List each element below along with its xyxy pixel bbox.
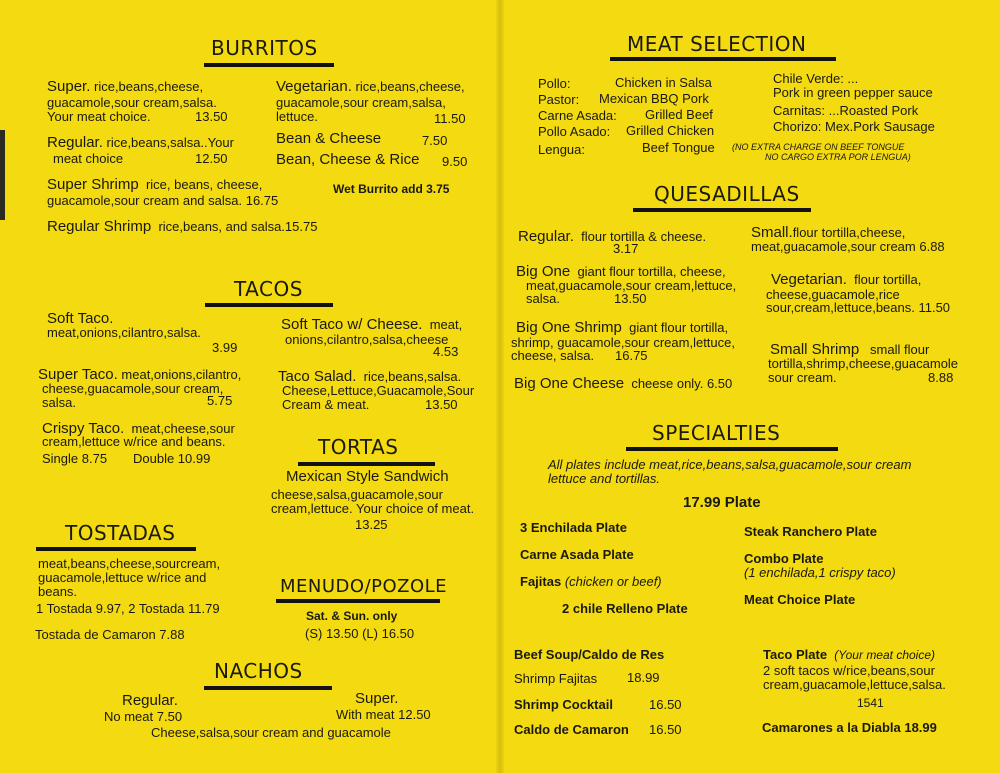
taco-super-price: 5.75 — [207, 393, 233, 408]
special-shrimp-cocktail: Shrimp Cocktail — [514, 697, 613, 712]
taco-crispy-desc1: meat,cheese,sour — [131, 421, 235, 436]
meat-lengua: Lengua: — [538, 142, 585, 157]
menudo-prices: (S) 13.50 (L) 16.50 — [305, 626, 415, 641]
quesadilla-veg — [771, 273, 921, 287]
nachos-underline — [204, 686, 332, 690]
tostadas-heading: TOSTADAS — [65, 521, 176, 545]
taco-softcheese-name: Soft Taco w/ Cheese. — [281, 316, 423, 333]
torta-name: Mexican Style Sandwich — [286, 468, 449, 485]
taco-super — [38, 368, 241, 382]
meat-lengua-desc: Beef Tongue — [642, 140, 715, 155]
burrito-super-desc3: Your meat choice. — [47, 109, 151, 124]
special-steak: Steak Ranchero Plate — [744, 524, 877, 539]
meat-heading: MEAT SELECTION — [627, 32, 807, 56]
quesadillas-underline — [633, 208, 811, 212]
quesadilla-bigshrimp-name: Big One Shrimp — [516, 319, 622, 336]
nachos-super-price: With meat 12.50 — [336, 707, 431, 722]
nachos-regular: Regular. — [122, 692, 178, 709]
taco-softcheese-desc1: meat, — [429, 317, 463, 332]
nachos-heading: NACHOS — [214, 659, 303, 683]
special-carne-asada: Carne Asada Plate — [520, 547, 634, 562]
quesadillas-heading: QUESADILLAS — [654, 182, 800, 206]
tostada-desc1: meat,beans,cheese,sourcream, — [38, 556, 221, 571]
burrito-bean-cheese: Bean & Cheese — [276, 130, 382, 147]
taco-softcheese-desc2: onions,cilantro,salsa,cheese — [285, 332, 449, 347]
page-edge — [0, 130, 5, 220]
meat-pollo-asado-desc: Grilled Chicken — [626, 123, 715, 138]
tostada-prices: 1 Tostada 9.97, 2 Tostada 11.79 — [36, 601, 220, 616]
burrito-bean-cheese-price: 7.50 — [422, 133, 448, 148]
nachos-desc: Cheese,salsa,sour cream and guacamole — [151, 725, 391, 740]
quesadilla-bigshrimp-desc2: shrimp, guacamole,sour cream,lettuce, — [511, 335, 735, 350]
taco-crispy-single: Single 8.75 — [42, 451, 108, 466]
burrito-regular-name: Regular. — [47, 134, 103, 151]
special-beef-soup: Beef Soup/Caldo de Res — [514, 647, 665, 662]
tortas-underline — [298, 462, 435, 466]
quesadilla-small-name: Small. — [751, 224, 793, 241]
taco-crispy-desc2: cream,lettuce w/rice and beans. — [42, 434, 226, 449]
taco-super-desc2: cheese,guacamole,sour cream, — [42, 381, 224, 396]
wet-burrito-note: Wet Burrito add 3.75 — [333, 182, 450, 196]
burrito-veg — [276, 80, 465, 94]
special-taco-plate-name: Taco Plate — [763, 647, 828, 662]
tostadas-underline — [36, 547, 196, 551]
specialties-heading: SPECIALTIES — [652, 421, 781, 445]
tacos-heading: TACOS — [234, 277, 303, 301]
quesadilla-smallshrimp-desc2: tortilla,shrimp,cheese,guacamole — [768, 356, 959, 371]
meat-carne-asada-desc: Grilled Beef — [645, 107, 713, 122]
torta-desc1: cheese,salsa,guacamole,sour — [271, 487, 443, 502]
quesadilla-bigone-price: 13.50 — [614, 291, 647, 306]
taco-super-desc3: salsa. — [42, 395, 76, 410]
quesadilla-veg-desc2: cheese,guacamole,rice — [766, 287, 900, 302]
meat-pollo-asado: Pollo Asado: — [538, 124, 611, 139]
taco-crispy-double: Double 10.99 — [133, 451, 211, 466]
specialties-plate-price: 17.99 Plate — [683, 494, 761, 511]
burrito-regular-desc2: meat choice — [53, 151, 124, 166]
burrito-regular-price: 12.50 — [195, 151, 228, 166]
meat-pastor: Pastor: — [538, 92, 580, 107]
meat-pastor-desc: Mexican BBQ Pork — [599, 91, 709, 106]
quesadilla-small-desc2: meat,guacamole,sour cream 6.88 — [751, 239, 945, 254]
quesadilla-bigshrimp-desc3: cheese, salsa. — [511, 348, 595, 363]
meat-pollo: Pollo: — [538, 76, 571, 91]
quesadilla-bigone-name: Big One — [516, 263, 571, 280]
page-fold — [496, 0, 504, 773]
meat-carnitas: Carnitas: ...Roasted Pork — [773, 103, 919, 118]
burrito-super-shrimp — [47, 178, 262, 192]
quesadilla-smallshrimp-price: 8.88 — [928, 370, 954, 385]
quesadilla-bigshrimp-price: 16.75 — [615, 348, 648, 363]
meat-note2: NO CARGO EXTRA POR LENGUA) — [765, 152, 911, 162]
nachos-super: Super. — [355, 690, 399, 707]
taco-super-name: Super Taco. — [38, 366, 118, 383]
burrito-veg-price: 11.50 — [434, 111, 466, 126]
special-meat-choice: Meat Choice Plate — [744, 592, 856, 607]
burrito-veg-desc2: guacamole,sour cream,salsa, — [276, 95, 446, 110]
special-taco-plate-desc1: 2 soft tacos w/rice,beans,sour — [763, 663, 935, 678]
burrito-super-name: Super. — [47, 78, 91, 95]
quesadilla-bigone — [516, 265, 726, 279]
special-taco-plate — [763, 648, 935, 662]
quesadilla-veg-desc3: sour,cream,lettuce,beans. 11.50 — [766, 300, 951, 315]
burrito-regular-shrimp-name: Regular Shrimp — [47, 218, 152, 235]
quesadilla-bigcheese-name: Big One Cheese — [514, 375, 625, 392]
quesadilla-veg-name: Vegetarian. — [771, 271, 847, 288]
taco-softcheese-price: 4.53 — [433, 344, 459, 359]
torta-desc2: cream,lettuce. Your choice of meat. — [271, 501, 475, 516]
quesadilla-smallshrimp — [770, 343, 929, 357]
burrito-veg-name: Vegetarian. — [276, 78, 352, 95]
taco-salad-desc1: rice,beans,salsa. — [363, 369, 462, 384]
quesadilla-small-desc1: flour tortilla,cheese, — [792, 225, 906, 240]
tortas-heading: TORTAS — [318, 435, 399, 459]
taco-super-desc1: meat,onions,cilantro, — [121, 367, 242, 382]
burrito-super-shrimp-desc2: guacamole,sour cream and salsa. 16.75 — [47, 193, 279, 208]
quesadilla-smallshrimp-name: Small Shrimp — [770, 341, 860, 358]
burrito-super-desc1: rice,beans,cheese, — [94, 79, 204, 94]
quesadilla-regular-price: 3.17 — [613, 241, 639, 256]
menudo-heading: MENUDO/POZOLE — [280, 576, 448, 597]
taco-softcheese — [281, 318, 462, 332]
burrito-super-price: 13.50 — [195, 109, 228, 124]
special-combo: Combo Plate — [744, 551, 824, 566]
meat-chile-verde-desc: Pork in green pepper sauce — [773, 85, 933, 100]
taco-salad-price: 13.50 — [425, 397, 458, 412]
burrito-super-shrimp-name: Super Shrimp — [47, 176, 139, 193]
special-fajitas — [520, 575, 662, 589]
special-shrimp-cocktail-price: 16.50 — [649, 697, 682, 712]
taco-salad-desc2: Cheese,Lettuce,Guacamole,Sour — [282, 383, 475, 398]
quesadilla-veg-desc1: flour tortilla, — [854, 272, 922, 287]
taco-soft-price: 3.99 — [212, 340, 238, 355]
burrito-super-desc2: guacamole,sour cream,salsa. — [47, 95, 217, 110]
special-shrimp-fajitas-price: 18.99 — [627, 670, 660, 685]
burritos-underline — [204, 63, 334, 67]
quesadilla-bigone-desc3: salsa. — [526, 291, 560, 306]
quesadilla-bigone-desc1: giant flour tortilla, cheese, — [577, 264, 726, 279]
burrito-regular-desc1: rice,beans,salsa..Your — [106, 135, 234, 150]
burrito-regular-shrimp — [47, 220, 317, 234]
special-chile-relleno: 2 chile Relleno Plate — [562, 601, 688, 616]
special-caldo-camaron-price: 16.50 — [649, 722, 682, 737]
special-combo-note: (1 enchilada,1 crispy taco) — [744, 565, 896, 580]
taco-salad — [278, 370, 461, 384]
menudo-days: Sat. & Sun. only — [306, 609, 398, 623]
burrito-super — [47, 80, 203, 94]
tostada-desc2: guacamole,lettuce w/rice and — [38, 570, 207, 585]
quesadilla-bigshrimp-desc1: giant flour tortilla, — [629, 320, 729, 335]
taco-salad-name: Taco Salad. — [278, 368, 357, 385]
quesadilla-smallshrimp-desc1: small flour — [870, 342, 930, 357]
specialties-note2: lettuce and tortillas. — [548, 471, 661, 486]
burrito-veg-desc3: lettuce. — [276, 109, 318, 124]
taco-salad-desc3: Cream & meat. — [282, 397, 370, 412]
taco-soft-desc: meat,onions,cilantro,salsa. — [47, 325, 201, 340]
burrito-regular-shrimp-desc: rice,beans, and salsa.15.75 — [158, 219, 318, 234]
special-code: 1541 — [857, 696, 884, 710]
special-diabla: Camarones a la Diabla 18.99 — [762, 720, 937, 735]
burrito-bean-cheese-rice-price: 9.50 — [442, 154, 468, 169]
quesadilla-regular-name: Regular. — [518, 228, 574, 245]
special-shrimp-fajitas: Shrimp Fajitas — [514, 671, 598, 686]
meat-underline — [610, 57, 836, 61]
tostada-desc3: beans. — [38, 584, 78, 599]
special-fajitas-name: Fajitas — [520, 574, 562, 589]
special-caldo-camaron: Caldo de Camaron — [514, 722, 629, 737]
tacos-underline — [205, 303, 333, 307]
special-enchilada: 3 Enchilada Plate — [520, 520, 627, 535]
quesadilla-small — [751, 226, 905, 240]
special-taco-plate-desc2: cream,guacamole,lettuce,salsa. — [763, 677, 946, 692]
torta-price: 13.25 — [355, 517, 388, 532]
meat-chile-verde: Chile Verde: ... — [773, 71, 859, 86]
specialties-note1: All plates include meat,rice,beans,salsa,guacamole,sour cream — [548, 457, 912, 472]
specialties-underline — [626, 447, 838, 451]
quesadilla-bigone-desc2: meat,guacamole,sour cream,lettuce, — [526, 278, 737, 293]
burrito-regular — [47, 136, 234, 150]
nachos-regular-price: No meat 7.50 — [104, 709, 183, 724]
taco-crispy-name: Crispy Taco. — [42, 420, 125, 437]
quesadilla-bigshrimp — [516, 321, 728, 335]
burritos-heading: BURRITOS — [211, 36, 318, 60]
meat-pollo-desc: Chicken in Salsa — [615, 75, 712, 90]
quesadilla-bigcheese — [514, 377, 732, 391]
tostada-camaron: Tostada de Camaron 7.88 — [35, 627, 185, 642]
special-taco-plate-note: (Your meat choice) — [834, 648, 936, 662]
burrito-bean-cheese-rice: Bean, Cheese & Rice — [276, 151, 420, 168]
quesadilla-smallshrimp-desc3: sour cream. — [768, 370, 837, 385]
meat-chorizo: Chorizo: Mex.Pork Sausage — [773, 119, 935, 134]
burrito-super-shrimp-desc1: rice, beans, cheese, — [145, 177, 263, 192]
menudo-underline — [276, 599, 440, 603]
burrito-veg-desc1: rice,beans,cheese, — [355, 79, 465, 94]
taco-soft-name: Soft Taco. — [47, 310, 114, 327]
quesadilla-bigcheese-desc: cheese only. 6.50 — [631, 376, 733, 391]
meat-carne-asada: Carne Asada: — [538, 108, 617, 123]
quesadilla-regular-desc: flour tortilla & cheese. — [581, 229, 707, 244]
meat-note1: (NO EXTRA CHARGE ON BEEF TONGUE — [732, 142, 905, 152]
special-fajitas-note: (chicken or beef) — [564, 574, 662, 589]
